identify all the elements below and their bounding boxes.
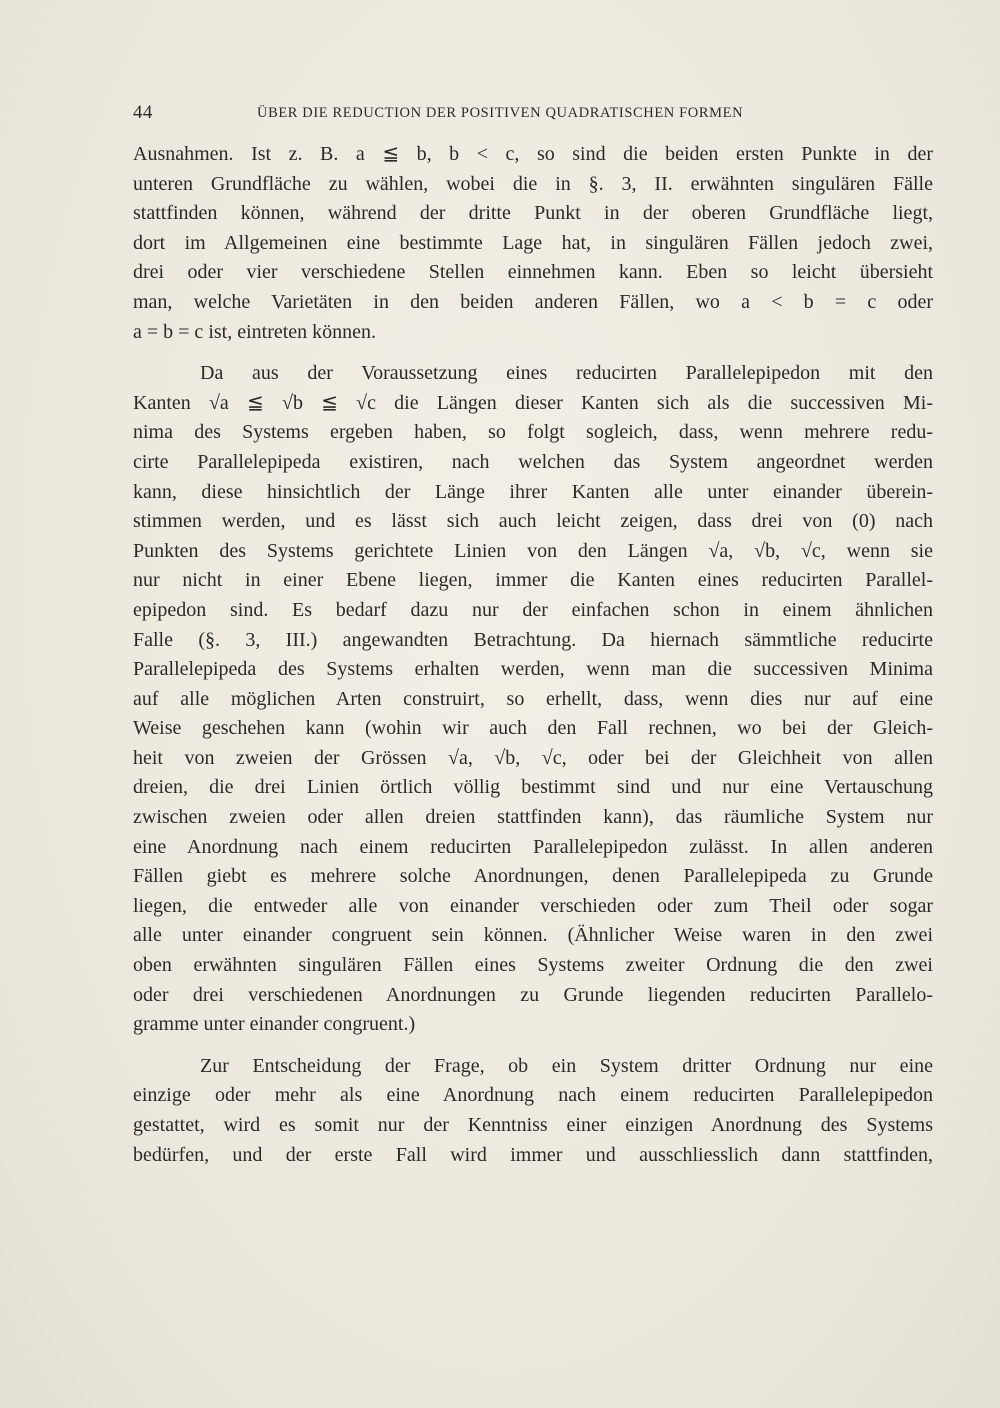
text-line: Punkten des Systems gerichtete Linien von den Längen √a, √b, √c, wenn sie — [133, 539, 933, 562]
text-line: nur nicht in einer Ebene liegen, immer die Kanten eines reducirten Parallel- — [133, 569, 933, 592]
text-line: a = b = c ist, eintreten können. — [133, 320, 377, 343]
text-line: alle unter einander congruent sein können. (Ähnlicher Weise waren in den zwei — [133, 924, 933, 947]
text-line: drei oder vier verschiedene Stellen einnehmen kann. Eben so leicht übersieht — [133, 261, 933, 284]
text-line: epipedon sind. Es bedarf dazu nur der einfachen schon in einem ähnlichen — [133, 598, 933, 621]
text-line: oder drei verschiedenen Anordnungen zu Grunde liegenden reducirten Parallelo- — [133, 983, 933, 1006]
text-line: gramme unter einander congruent.) — [133, 1013, 416, 1036]
text-line: gestattet, wird es somit nur der Kenntniss einer einzigen Anordnung des Systems — [133, 1114, 933, 1136]
text-line: Fällen giebt es mehrere solche Anordnungen, denen Parallelepipeda zu Grunde — [133, 865, 933, 888]
text-line: unteren Grundfläche zu wählen, wobei die in §. 3, II. erwähnten singulären Fälle — [133, 172, 933, 195]
text-line: Parallelepipeda des Systems erhalten werden, wenn man die successiven Minima — [133, 658, 933, 681]
text-line: Falle (§. 3, III.) angewandten Betrachtung. Da hiernach sämmtliche reducirte — [133, 628, 933, 651]
page-body — [133, 140, 933, 1170]
text-line: einzige oder mehr als eine Anordnung nach einem reducirten Parallelepipedon — [133, 1084, 933, 1107]
text-line: liegen, die entweder alle von einander verschieden oder zum Theil oder sogar — [133, 894, 933, 917]
page-header — [133, 102, 933, 130]
text-line: nima des Systems ergeben haben, so folgt sogleich, dass, wenn mehrere redu- — [133, 421, 933, 444]
text-line: Da aus der Voraussetzung eines reducirten Parallelepipedon mit den — [200, 362, 933, 385]
text-line: zwischen zweien oder allen dreien stattfinden kann), das räumliche System nur — [133, 806, 933, 829]
text-line: Zur Entscheidung der Frage, ob ein System dritter Ordnung nur eine — [200, 1054, 933, 1077]
text-line: stattfinden können, während der dritte Punkt in der oberen Grundfläche liegt, — [133, 202, 933, 225]
text-line: eine Anordnung nach einem reducirten Parallelepipedon zulässt. In allen anderen — [133, 835, 933, 858]
text-line: cirte Parallelepipeda existiren, nach welchen das System angeordnet werden — [133, 450, 933, 473]
running-title: ÜBER DIE REDUCTION DER POSITIVEN QUADRATISCHEN FORMEN — [257, 105, 744, 121]
page-number: 44 — [133, 102, 153, 123]
text-line: Ausnahmen. Ist z. B. a ≦ b, b < c, so sind die beiden ersten Punkte in der — [133, 143, 933, 165]
text-line: heit von zweien der Grössen √a, √b, √c, oder bei der Gleichheit von allen — [133, 746, 933, 769]
text-line: auf alle möglichen Arten construirt, so erhellt, dass, wenn dies nur auf eine — [133, 687, 933, 710]
paragraph-2 — [133, 359, 933, 1040]
text-line: Weise geschehen kann (wohin wir auch den Fall rechnen, wo bei der Gleich- — [133, 717, 933, 740]
text-line: oben erwähnten singulären Fällen eines Systems zweiter Ordnung die den zwei — [133, 954, 933, 977]
text-line: stimmen werden, und es lässt sich auch leicht zeigen, dass drei von (0) nach — [133, 510, 933, 533]
text-line: dort im Allgemeinen eine bestimmte Lage hat, in singulären Fällen jedoch zwei, — [133, 231, 933, 254]
text-line: bedürfen, und der erste Fall wird immer und ausschliesslich dann stattfinden, — [133, 1143, 933, 1166]
text-line: kann, diese hinsichtlich der Länge ihrer Kanten alle unter einander überein- — [133, 480, 933, 503]
text-line: man, welche Varietäten in den beiden anderen Fällen, wo a < b = c oder — [133, 290, 933, 313]
text-line: Kanten √a ≦ √b ≦ √c die Längen dieser Kanten sich als die successiven Mi- — [133, 391, 933, 414]
paragraph-3 — [133, 1052, 933, 1170]
text-line: dreien, die drei Linien örtlich völlig bestimmt sind und nur eine Vertauschung — [133, 776, 933, 799]
paragraph-1 — [133, 140, 933, 347]
